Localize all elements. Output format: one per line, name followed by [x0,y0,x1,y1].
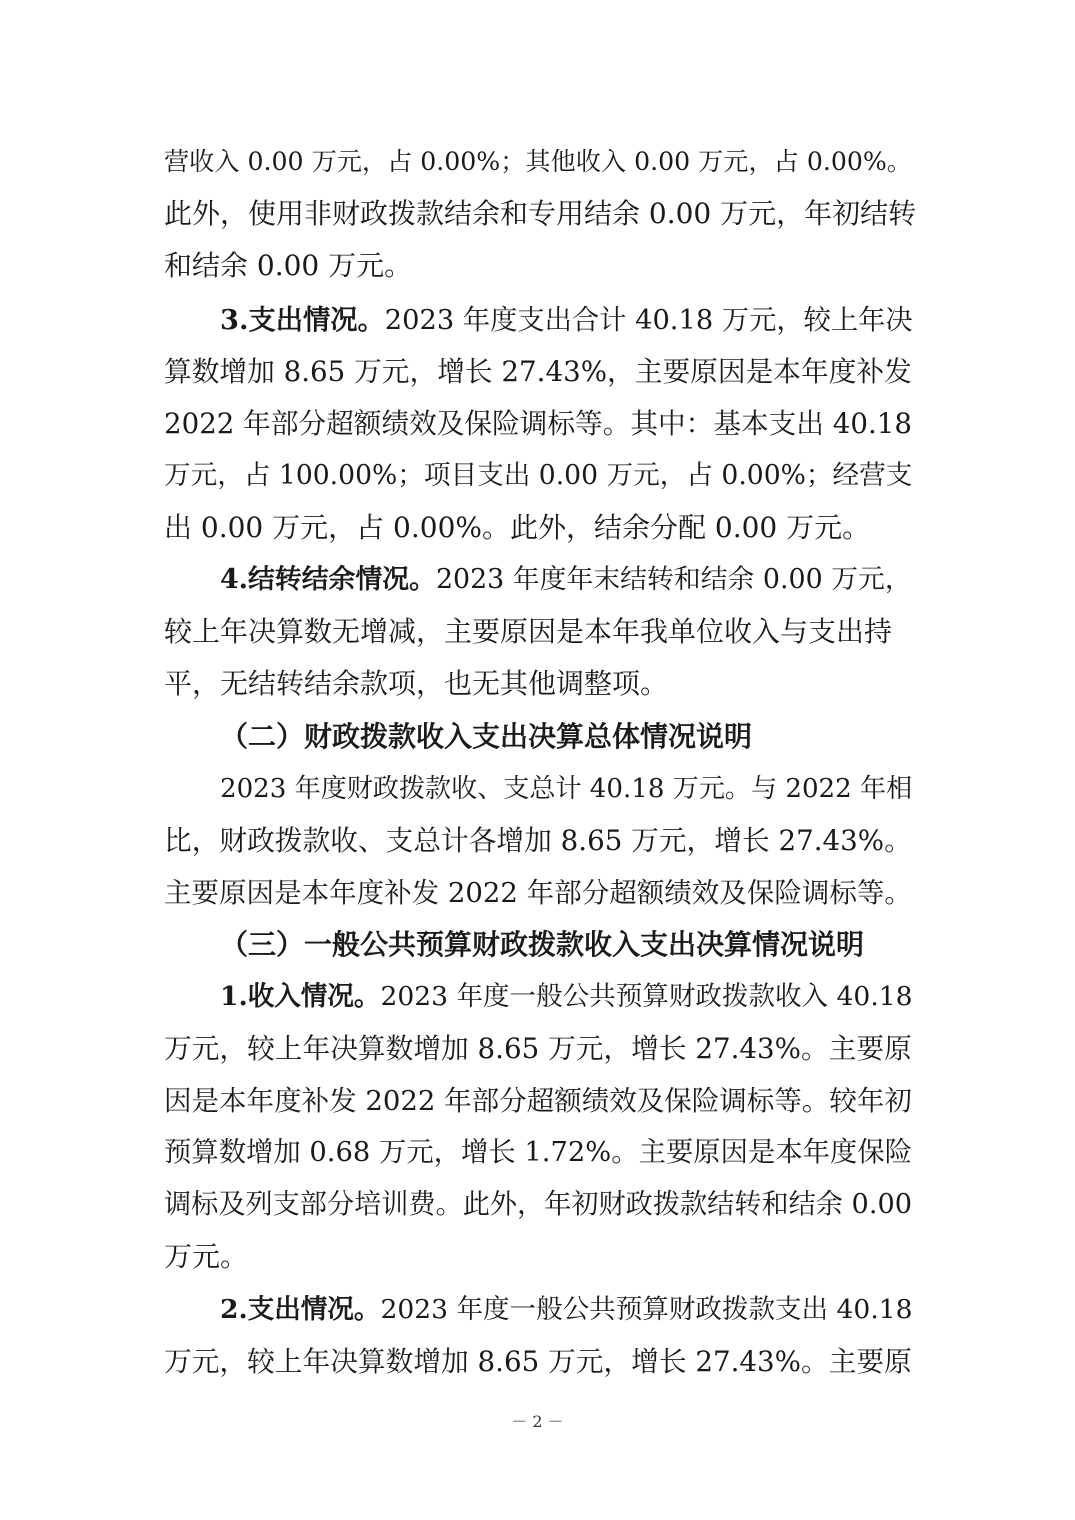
section-lead: 1.收入情况。 [220,981,381,1012]
heading-text: （二）财政拨款收入支出决算总体情况说明 [220,720,753,753]
text-line [164,505,916,551]
line-text: 算数增加 8.65 万元，增长 27.43%，主要原因是本年度补发 [164,355,912,388]
line-text: 2023 年度支出合计 40.18 万元，较上年决 [384,305,913,336]
line-text: 2022 年部分超额绩效及保险调标等。其中：基本支出 40.18 [164,407,912,440]
page-number: － 2 － [511,1412,564,1431]
text-line [164,191,916,237]
line-text: 此外，使用非财政拨款结余和专用结余 0.00 万元，年初结转 [164,197,917,230]
text-line [220,974,916,1020]
text-line [220,557,916,603]
text-line [164,609,916,655]
text-line [164,453,916,499]
text-line [164,870,916,916]
line-text: 平，无结转结余款项，也无其他调整项。 [164,667,669,700]
text-line [164,818,916,864]
text-line [164,1234,916,1280]
text-line [164,139,916,185]
text-line [164,349,916,395]
line-text: 万元，较上年决算数增加 8.65 万元，增长 27.43%。主要原 [164,1345,912,1378]
section-lead: 4.结转结余情况。 [220,564,436,595]
line-text: 较上年决算数无增减，主要原因是本年我单位收入与支出持 [164,615,893,648]
line-text: 万元，占 100.00%；项目支出 0.00 万元，占 0.00%；经营支 [164,460,913,491]
line-text: 调标及列支部分培训费。此外，年初财政拨款结转和结余 0.00 [164,1189,913,1220]
line-text: 万元。 [164,1240,249,1273]
text-line [164,1026,916,1072]
line-text: 2023 年度财政拨款收、支总计 40.18 万元。与 2022 年相 [220,774,913,804]
text-line [164,401,916,447]
line-text: 2023 年度一般公共预算财政拨款收入 40.18 [380,981,913,1012]
line-text: 2023 年度年末结转和结余 0.00 万元， [435,564,912,595]
section-heading [220,714,916,760]
text-line [164,243,916,289]
text-line [164,1078,916,1124]
line-text: 因是本年度补发 2022 年部分超额绩效及保险调标等。较年初 [164,1085,912,1117]
line-text: 和结余 0.00 万元。 [164,249,413,282]
section-heading [220,922,916,968]
text-line [164,1339,916,1385]
line-text: 营收入 0.00 万元，占 0.00%；其他收入 0.00 万元，占 0.00%。 [164,147,912,176]
section-lead: 2.支出情况。 [220,1294,381,1325]
line-text: 比，财政拨款收、支总计各增加 8.65 万元，增长 27.43%。 [164,824,912,857]
line-text: 出 0.00 万元，占 0.00%。此外，结余分配 0.00 万元。 [164,511,871,544]
text-line [220,1287,916,1333]
line-text: 预算数增加 0.68 万元，增长 1.72%。主要原因是本年度保险 [164,1137,913,1168]
section-lead: 3.支出情况。 [220,304,385,336]
line-text: 2023 年度一般公共预算财政拨款支出 40.18 [380,1294,913,1325]
text-line [164,661,916,707]
text-line [220,297,916,343]
line-text: 主要原因是本年度补发 2022 年部分超额绩效及保险调标等。 [164,877,912,909]
line-text: 万元，较上年决算数增加 8.65 万元，增长 27.43%。主要原 [164,1032,912,1065]
text-line [164,1130,916,1176]
text-line [164,1182,916,1228]
heading-text: （三）一般公共预算财政拨款收入支出决算情况说明 [220,928,865,961]
text-line [220,766,916,812]
